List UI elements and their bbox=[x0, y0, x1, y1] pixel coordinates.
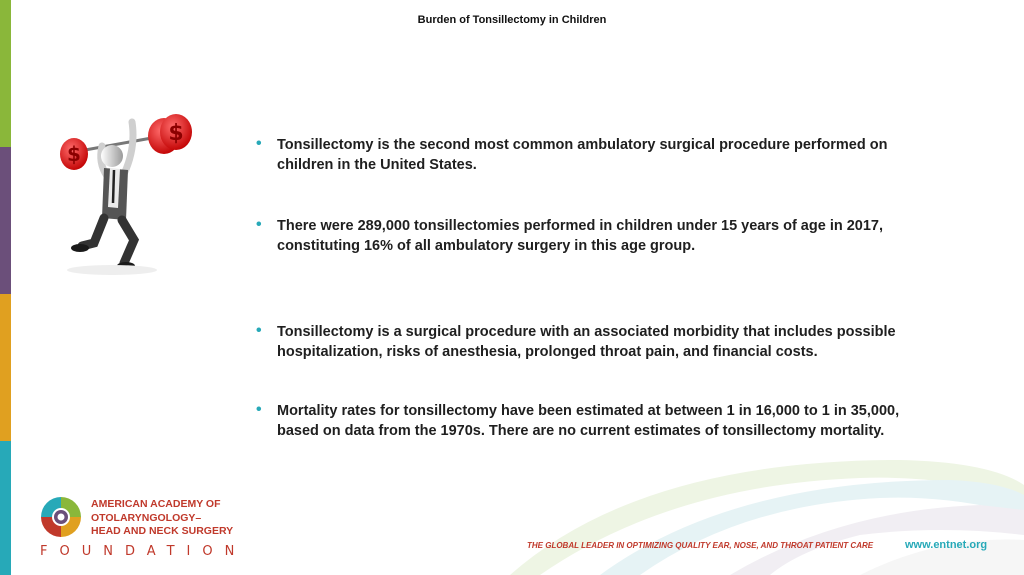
org-name-line: HEAD AND NECK SURGERY bbox=[91, 525, 234, 537]
footer-tagline: THE GLOBAL LEADER IN OPTIMIZING QUALITY EAR, NOSE, AND THROAT PATIENT CARE bbox=[527, 541, 874, 550]
bullet-dot-icon: • bbox=[256, 322, 262, 339]
svg-text:$: $ bbox=[168, 121, 184, 146]
aao-hns-foundation-logo bbox=[40, 494, 280, 564]
bullet-dot-icon: • bbox=[256, 135, 262, 152]
org-name bbox=[91, 498, 233, 539]
footer-url-link[interactable]: www.entnet.org bbox=[905, 539, 988, 551]
org-name-line: AMERICAN ACADEMY OF bbox=[91, 498, 221, 510]
svg-text:$: $ bbox=[67, 142, 81, 166]
bullet-text: Mortality rates for tonsillectomy have been estimated at between 1 in 16,000 to 1 in 35,000, based on data from the 1970s. There are no current estimates of tonsillectomy mortality. bbox=[277, 403, 900, 439]
bullet-text: Tonsillectomy is the second most common ambulatory surgical procedure performed on children in the United States. bbox=[277, 137, 888, 173]
slide-title: Burden of Tonsillectomy in Children bbox=[417, 14, 607, 26]
figure-lifting-dollar-barbell-icon bbox=[52, 108, 202, 278]
org-name-line: OTOLARYNGOLOGY– bbox=[91, 511, 202, 524]
bullet-text: There were 289,000 tonsillectomies performed in children under 15 years of age in 2017, constituting 16% of all ambulatory surgery in this age group. bbox=[277, 218, 884, 254]
bullet-item bbox=[256, 401, 936, 441]
bullet-dot-icon: • bbox=[256, 216, 262, 233]
aao-hns-foundation-logo-icon bbox=[40, 496, 82, 538]
bullet-item bbox=[256, 135, 936, 175]
bullet-dot-icon: • bbox=[256, 401, 262, 418]
decorative-swoosh bbox=[480, 440, 1024, 575]
bullet-item bbox=[256, 322, 936, 362]
foundation-wordmark: FOUNDATION bbox=[40, 544, 247, 559]
bullet-item bbox=[256, 216, 936, 256]
side-stripe-orange bbox=[0, 294, 11, 441]
bullet-text: Tonsillectomy is a surgical procedure with an associated morbidity that includes possible hospitalization, risks of anesthesia, prolonged throat pain, and financial costs. bbox=[277, 324, 896, 360]
side-stripe-teal bbox=[0, 441, 11, 575]
side-stripe-purple bbox=[0, 147, 11, 294]
